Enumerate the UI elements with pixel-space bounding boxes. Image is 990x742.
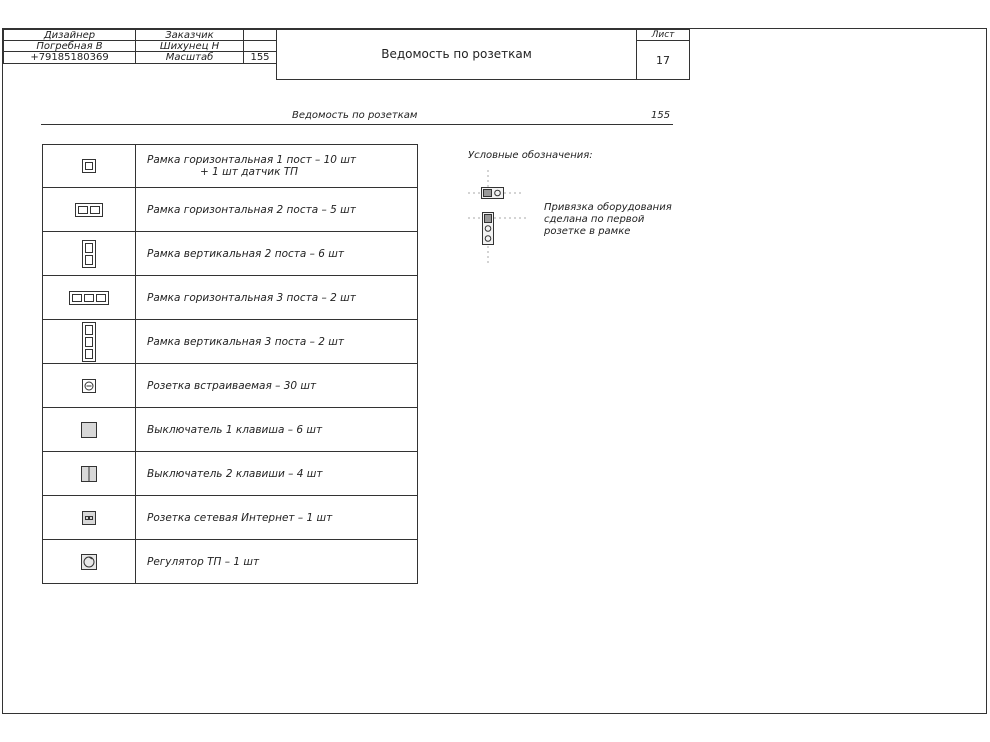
sheet-label: Лист [636,29,690,41]
socket-icon [43,364,136,407]
notes-line-3: розетке в рамке [544,226,631,237]
notes-title: Условные обозначения: [468,150,593,161]
scale-label: Масштаб [135,51,244,64]
designer-phone: +79185180369 [3,51,136,64]
thermostat-icon [43,540,136,583]
legend-label: Рамка горизонтальная 2 поста – 5 шт [147,203,356,216]
legend-label: Регулятор ТП – 1 шт [147,555,260,568]
legend-label: Розетка встраиваемая – 30 шт [147,379,317,392]
frame-1-icon [43,145,136,187]
legend-label: Выключатель 1 клавиша – 6 шт [147,423,323,436]
legend-label: Розетка сетевая Интернет – 1 шт [147,511,333,524]
legend-row [43,540,417,583]
frame-2v-icon [43,232,136,275]
frame-2h-icon [43,188,136,231]
legend-row [43,408,417,452]
legend-row [43,496,417,540]
page-title: Ведомость по розеткам [292,110,418,121]
header-rule [41,124,673,125]
legend-label: Выключатель 2 клавиши – 4 шт [147,467,323,480]
legend-row [43,364,417,408]
sheet-number: 17 [636,40,690,80]
legend-label: Рамка горизонтальная 3 поста – 2 шт [147,291,356,304]
legend-label: Рамка горизонтальная 1 пост – 10 шт [147,154,357,166]
legend-row [43,320,417,364]
designer-name: Погребная В [3,40,136,52]
customer-label: Заказчик [135,29,244,41]
legend-row [43,452,417,496]
notes-line-1: Привязка оборудования [544,202,672,213]
legend-table [42,144,418,584]
legend-row [43,188,417,232]
notes-line-2: сделана по первой [544,214,645,225]
switch-1-icon [43,408,136,451]
anchoring-diagram [468,170,538,266]
designer-label: Дизайнер [3,29,136,41]
legend-row [43,145,417,188]
customer-name: Шихунец Н [135,40,244,52]
legend-row [43,232,417,276]
notes-text [544,202,684,238]
sheet-title: Ведомость по розеткам [276,29,637,80]
legend-label: Рамка вертикальная 2 поста – 6 шт [147,247,344,260]
legend-row [43,276,417,320]
frame-3v-icon [43,320,136,363]
legend-label: Рамка вертикальная 3 поста – 2 шт [147,335,344,348]
network-socket-icon [43,496,136,539]
switch-2-icon [43,452,136,495]
legend-label-note: + 1 шт датчик ТП [200,166,299,178]
scale-value: 155 [243,51,277,64]
page-number: 155 [651,110,671,121]
frame-3h-icon [43,276,136,319]
